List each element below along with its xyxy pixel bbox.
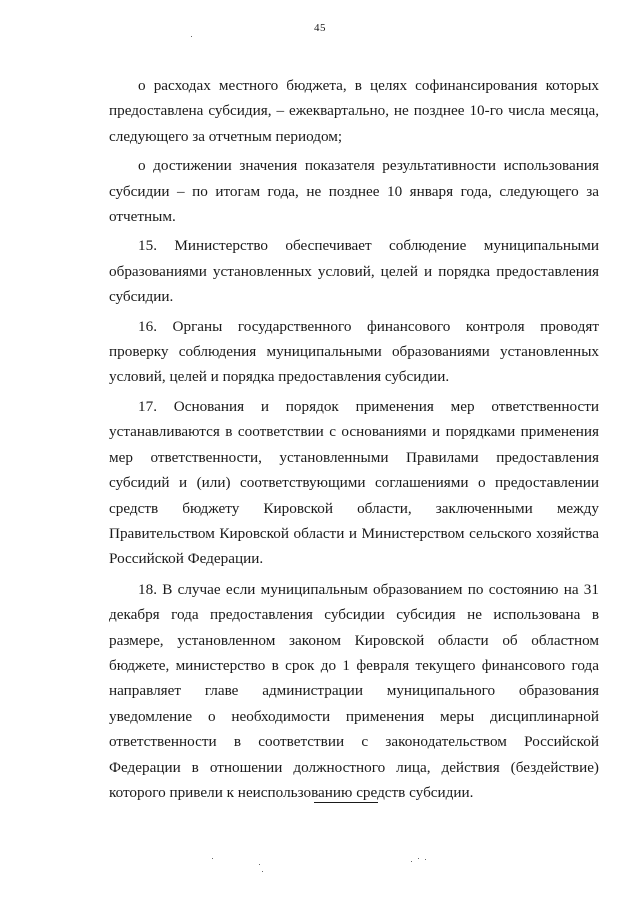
end-of-text-rule <box>314 802 378 803</box>
scan-speck <box>259 864 260 865</box>
paragraph-item-17: 17. Основания и порядок применения мер ответственности устанавливаются в соответствии с основаниями и порядками применения мер ответственности, установленными Правилами предоставления субсидий и (или) соответствующими соглашениями о предоставлении средств бюджету Кировской области, заключенными между Правительством Кировской области и Министерством сельского хозяйства Российской Федерации. <box>109 397 599 568</box>
paragraph-local-budget-report: о расходах местного бюджета, в целях софинансирования которых предоставлена субсидия, – ежеквартально, не позднее 10-го числа месяца, следующего за отчетным периодом; <box>109 77 599 145</box>
paragraph-item-15: 15. Министерство обеспечивает соблюдение муниципальными образованиями установленных условий, целей и порядка предоставления субсидии. <box>109 237 599 306</box>
paragraph-performance-indicator-report: о достижении значения показателя результативности использования субсидии – по итогам года, не позднее 10 января года, следующего за отчетным. <box>109 157 599 226</box>
scan-speck <box>411 861 412 862</box>
scan-speck <box>191 36 192 37</box>
scan-speck <box>262 871 263 872</box>
scan-speck <box>212 858 213 859</box>
paragraph-item-18: 18. В случае если муниципальным образованием по состоянию на 31 декабря года предоставления субсидии субсидия не использована в размере, установленном законом Кировской области об областном бюджете, министерство в срок до 1 февраля текущего финансового года направляет главе администрации муниципального образования уведомление о необходимости применения меры дисциплинарной ответственности в соответствии с законодательством Российской Федерации в отношении должностного лица, действия (бездействие) которого привели к неиспользованию средств субсидии. <box>109 580 599 801</box>
document-body <box>109 73 599 805</box>
paragraph-item-16: 16. Органы государственного финансового контроля проводят проверку соблюдения муниципальными образованиями установленных условий, целей и порядка предоставления субсидии. <box>109 317 599 386</box>
page-number: 45 <box>314 22 326 34</box>
scan-speck <box>418 858 419 859</box>
scan-speck <box>425 859 426 860</box>
